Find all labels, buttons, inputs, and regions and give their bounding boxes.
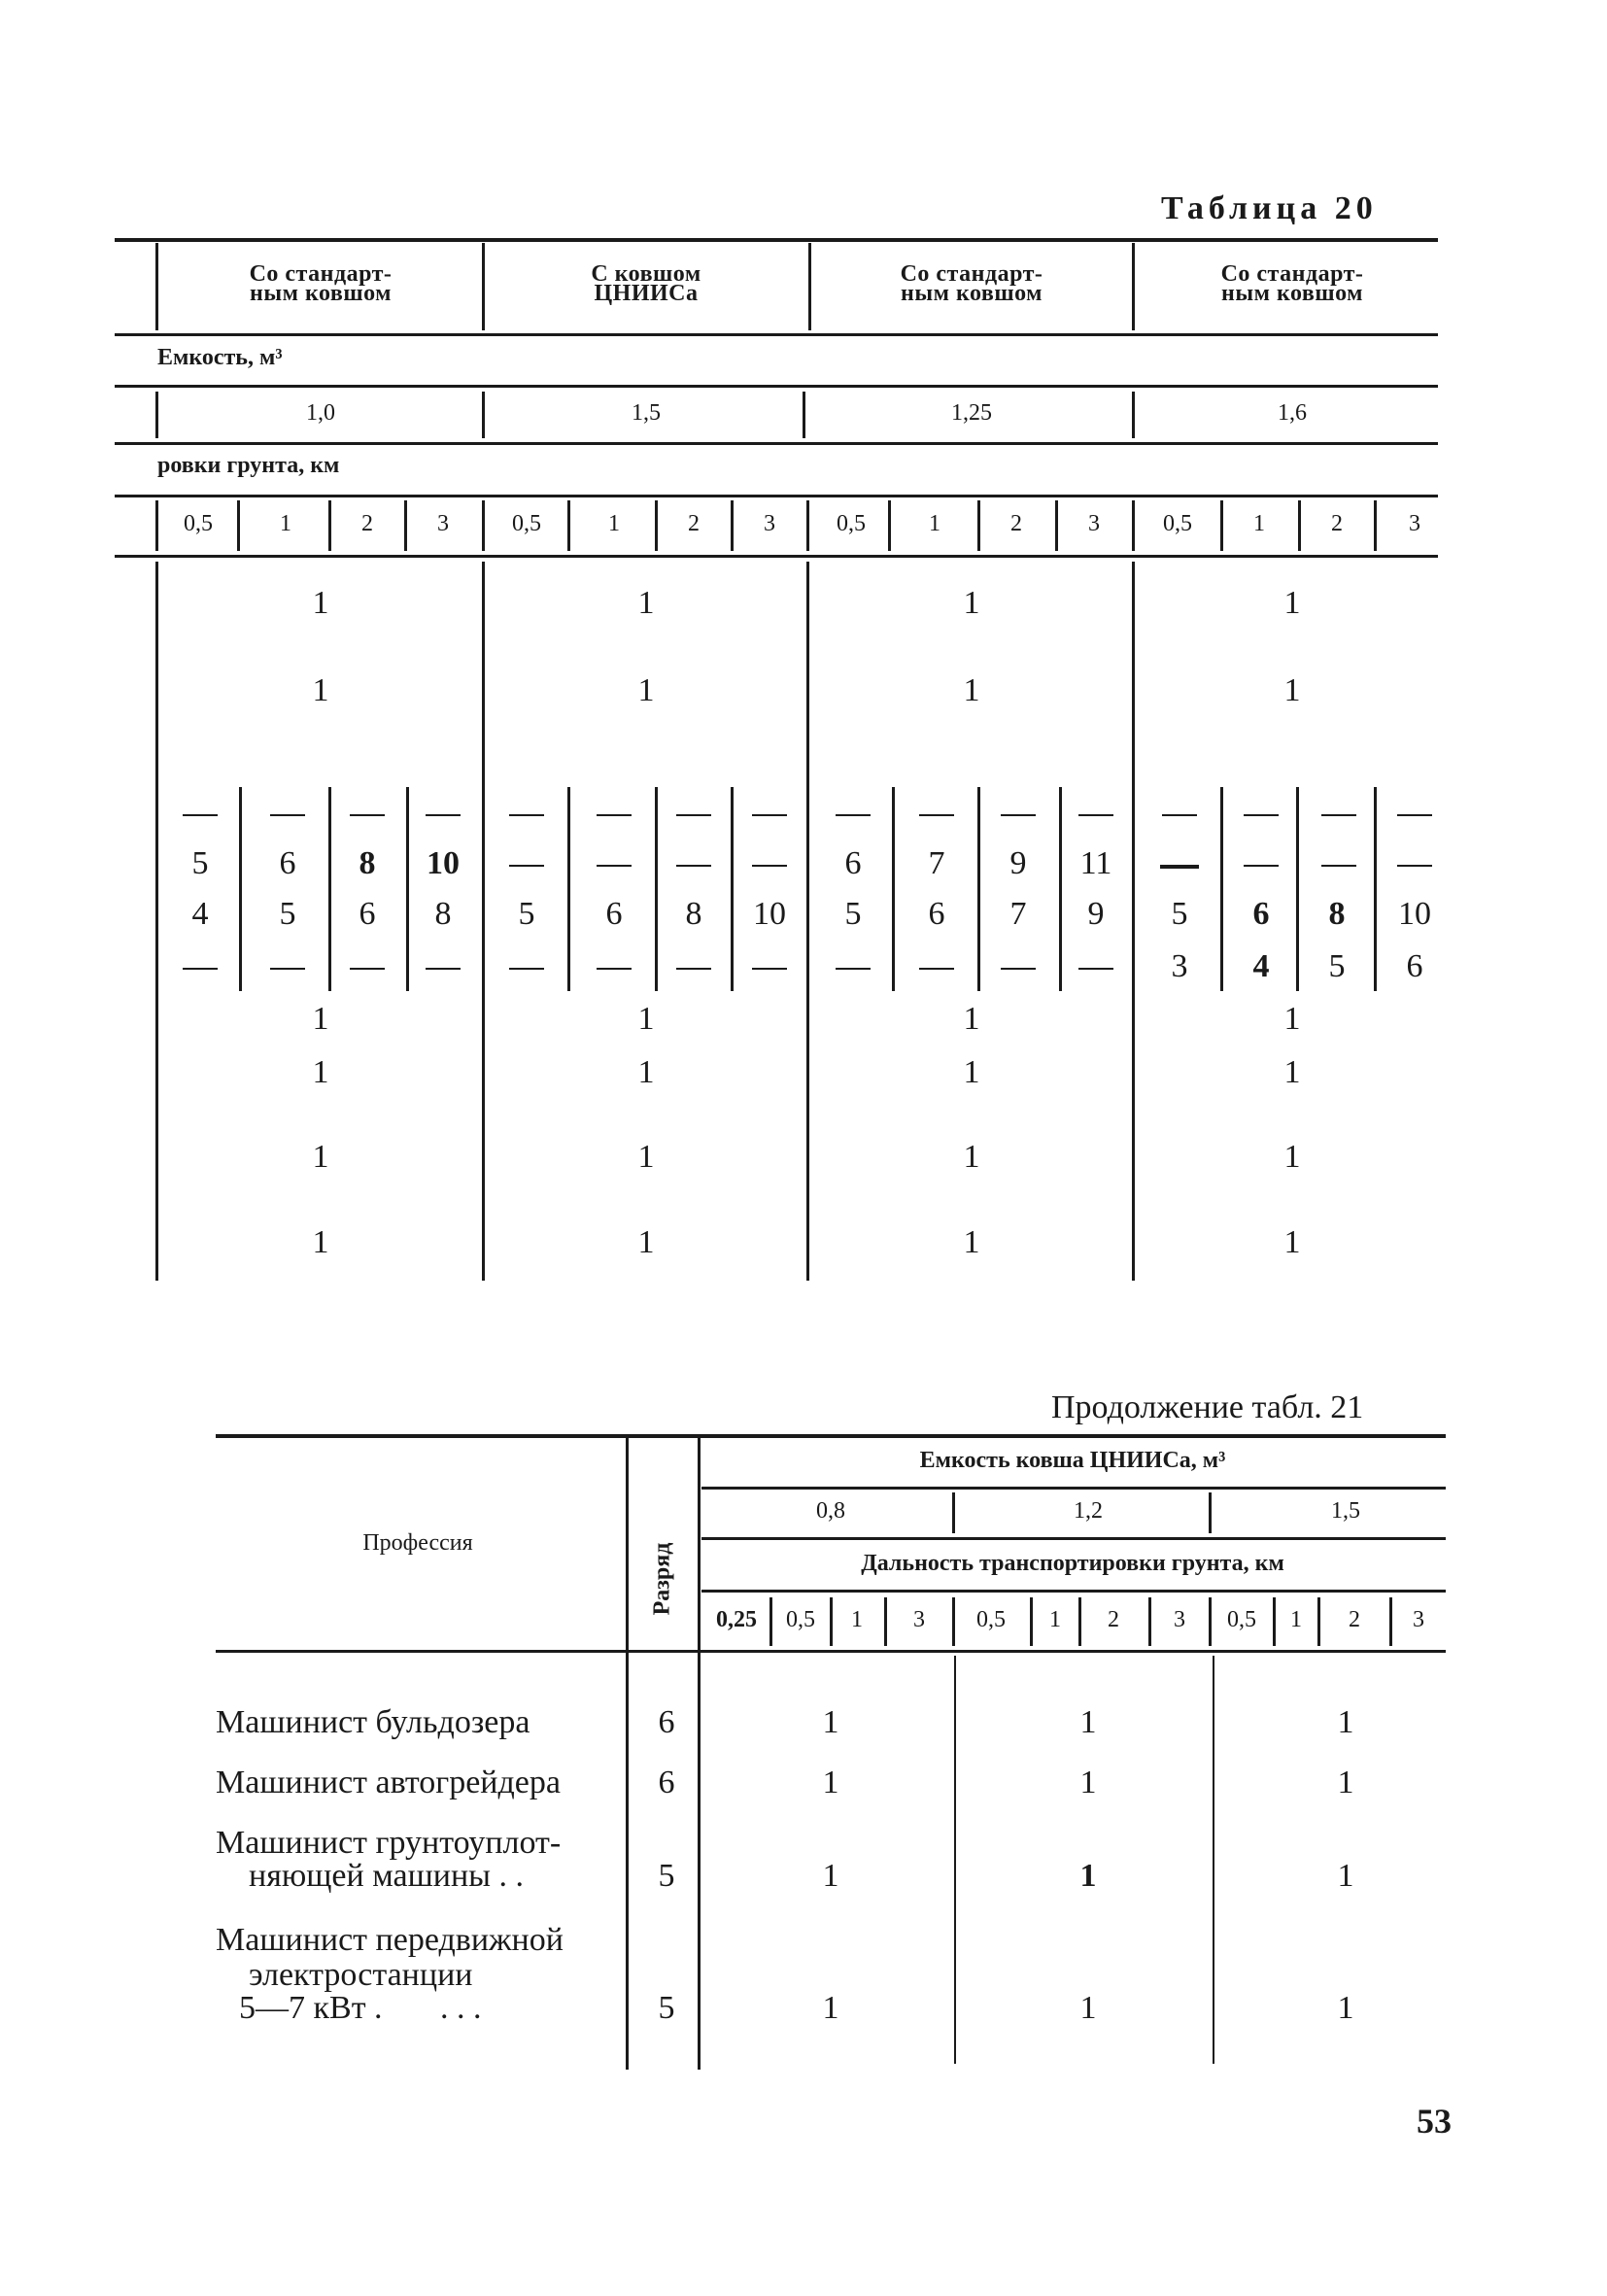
t20-fraction-bottom: 6 [1252, 896, 1270, 932]
t20-fraction-bottom: 7 [1009, 896, 1027, 932]
t20-distance: 0,5 [837, 511, 866, 536]
t21-distance: 0,5 [1227, 1607, 1256, 1632]
t20-distance: 1 [929, 511, 940, 536]
t21-cell: 1 [1079, 1858, 1097, 1894]
t20-distance: 2 [1010, 511, 1022, 536]
t20-fraction-third: 3 [1171, 948, 1188, 984]
t21-distance: 3 [1413, 1607, 1424, 1632]
t20-cell: 1 [312, 1001, 329, 1037]
t20-distance: 2 [1331, 511, 1343, 536]
t20-fraction-third: 4 [1252, 948, 1270, 984]
t20-cell: 1 [1283, 1054, 1301, 1090]
t21-cell: 1 [822, 1990, 839, 2026]
t20-fraction-bottom: 10 [1398, 896, 1431, 932]
t20-cell: 1 [637, 1139, 655, 1175]
t20-distance: 3 [764, 511, 775, 536]
t20-distance: 3 [437, 511, 449, 536]
t20-distance-label: ровки грунта, км [157, 453, 340, 478]
t21-cell: 1 [1079, 1990, 1097, 2026]
t20-cell: 1 [637, 585, 655, 621]
t20-cell: 1 [312, 1054, 329, 1090]
t20-distance: 3 [1409, 511, 1420, 536]
t20-cell: 1 [963, 672, 980, 708]
t20-cell: 1 [312, 1224, 329, 1260]
t20-fraction-top: 11 [1079, 845, 1112, 881]
t21-row-profession: Машинист грунтоуплот- [216, 1825, 562, 1861]
t20-cell: 1 [637, 672, 655, 708]
t21-cell: 1 [822, 1704, 839, 1740]
t21-cell: 1 [1337, 1704, 1354, 1740]
t20-cell: 1 [312, 1139, 329, 1175]
t20-fraction-bottom: 8 [434, 896, 452, 932]
table20-caption: Таблица 20 [1161, 190, 1378, 226]
t20-fraction-bottom: 9 [1087, 896, 1105, 932]
t21-distance-header: Дальность транспортировки грунта, км [861, 1551, 1284, 1576]
t20-fraction-top: 8 [359, 845, 376, 881]
t21-row-grade: 6 [658, 1704, 675, 1740]
t21-profession-header: Профессия [362, 1530, 473, 1556]
t20-fraction-bottom: 6 [605, 896, 623, 932]
t20-distance: 3 [1088, 511, 1100, 536]
t20-distance: 0,5 [512, 511, 541, 536]
t21-distance: 3 [1174, 1607, 1185, 1632]
t21-top-rule [216, 1434, 1446, 1438]
page-number: 53 [1417, 2102, 1452, 2141]
t20-cell: 1 [963, 1001, 980, 1037]
t21-row-profession-cont: няющей машины . . [249, 1858, 524, 1894]
t21-capacity: 1,2 [1074, 1498, 1103, 1524]
t21-row-profession: Машинист бульдозера [216, 1704, 530, 1740]
t20-cell: 1 [637, 1224, 655, 1260]
t20-capacity-value: 1,0 [306, 400, 335, 426]
t20-cell: 1 [1283, 1001, 1301, 1037]
t20-rule [115, 385, 1438, 388]
t20-cell: 1 [963, 1224, 980, 1260]
t21-distance: 1 [1290, 1607, 1302, 1632]
t20-cell: 1 [312, 585, 329, 621]
t21-capacity: 1,5 [1331, 1498, 1360, 1524]
t21-row-grade: 5 [658, 1858, 675, 1894]
t20-fraction-bottom: 10 [753, 896, 786, 932]
t20-cell: 1 [637, 1054, 655, 1090]
t20-distance: 1 [1253, 511, 1265, 536]
t20-cell: 1 [963, 1054, 980, 1090]
t21-row-profession: Машинист передвижной [216, 1922, 564, 1958]
t21-cell: 1 [822, 1858, 839, 1894]
t20-group-header-1: Со стандарт- ным ковшом [249, 261, 393, 306]
t21-distance: 0,5 [976, 1607, 1006, 1632]
t21-distance: 0,5 [786, 1607, 815, 1632]
t20-rule [115, 333, 1438, 336]
t21-row-profession: Машинист автогрейдера [216, 1765, 561, 1800]
t20-cell: 1 [1283, 1224, 1301, 1260]
t21-header-bottom-rule [216, 1650, 1446, 1653]
t20-capacity-label: Емкость, м³ [157, 345, 283, 370]
t20-fraction-top: 5 [191, 845, 209, 881]
t20-group-header-2: С ковшом ЦНИИСа [591, 261, 701, 306]
t21-distance: 2 [1349, 1607, 1360, 1632]
t21-capacity: 0,8 [816, 1498, 845, 1524]
t21-distance: 0,25 [716, 1607, 757, 1632]
t21-distance: 3 [913, 1607, 925, 1632]
t20-cell: 1 [963, 585, 980, 621]
t21-row-profession-cont: электростанции [249, 1957, 473, 1993]
table21-caption: Продолжение табл. 21 [1051, 1389, 1364, 1425]
t20-fraction-third: 5 [1328, 948, 1346, 984]
t20-fraction-top: 6 [279, 845, 296, 881]
t20-cell: 1 [963, 1139, 980, 1175]
t20-rule [115, 555, 1438, 558]
t20-group-header-4: Со стандарт- ным ковшом [1220, 261, 1364, 306]
t20-cell: 1 [1283, 585, 1301, 621]
t20-cell: 1 [1283, 1139, 1301, 1175]
t21-row-profession-cont: 5—7 кВт . . . . [239, 1990, 482, 2026]
t21-bucket-header: Емкость ковша ЦНИИСа, м³ [919, 1448, 1226, 1473]
t20-distance: 0,5 [1163, 511, 1192, 536]
t20-fraction-third: 6 [1406, 948, 1423, 984]
t20-fraction-top: 6 [844, 845, 862, 881]
t20-distance: 1 [608, 511, 620, 536]
t20-fraction-bottom: 5 [844, 896, 862, 932]
t20-cell: 1 [312, 672, 329, 708]
t20-capacity-value: 1,6 [1278, 400, 1307, 426]
t20-distance: 1 [280, 511, 291, 536]
t21-cell: 1 [1337, 1765, 1354, 1800]
t20-fraction-bottom: 8 [1328, 896, 1346, 932]
t21-cell: 1 [1079, 1704, 1097, 1740]
t20-capacity-value: 1,5 [632, 400, 661, 426]
t21-distance: 1 [1049, 1607, 1061, 1632]
t20-distance: 2 [361, 511, 373, 536]
t20-distance: 2 [688, 511, 700, 536]
t20-fraction-bottom: 5 [518, 896, 535, 932]
t20-capacity-value: 1,25 [951, 400, 992, 426]
t20-fraction-bottom: 5 [1171, 896, 1188, 932]
t20-distance: 0,5 [184, 511, 213, 536]
t21-cell: 1 [822, 1765, 839, 1800]
t20-top-rule [115, 238, 1438, 242]
t21-row-grade: 6 [658, 1765, 675, 1800]
t21-distance: 2 [1108, 1607, 1119, 1632]
t20-rule [115, 495, 1438, 497]
t21-distance: 1 [851, 1607, 863, 1632]
t20-group-header-3: Со стандарт- ным ковшом [900, 261, 1043, 306]
t20-fraction-bottom: 4 [191, 896, 209, 932]
t20-cell: 1 [637, 1001, 655, 1037]
t20-fraction-bottom: 5 [279, 896, 296, 932]
t20-fraction-top: 10 [427, 845, 460, 881]
t20-cell: 1 [1283, 672, 1301, 708]
t20-fraction-bottom: 6 [359, 896, 376, 932]
t21-cell: 1 [1079, 1765, 1097, 1800]
t20-fraction-bottom: 8 [685, 896, 702, 932]
t20-fraction-bottom: 6 [928, 896, 945, 932]
t20-fraction-top: 7 [928, 845, 945, 881]
t20-rule [115, 442, 1438, 445]
t20-fraction-top: 9 [1009, 845, 1027, 881]
t21-cell: 1 [1337, 1990, 1354, 2026]
t21-cell: 1 [1337, 1858, 1354, 1894]
t21-grade-header: Разряд [649, 1542, 675, 1616]
t21-row-grade: 5 [658, 1990, 675, 2026]
